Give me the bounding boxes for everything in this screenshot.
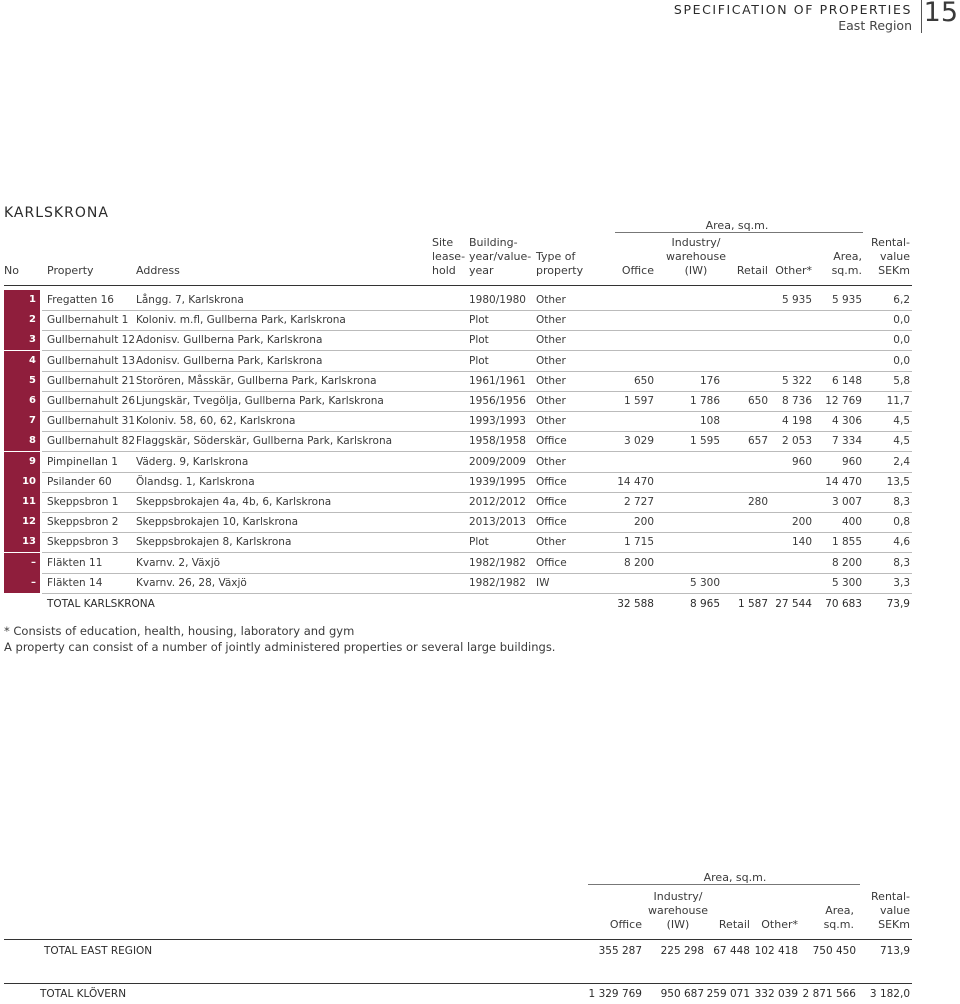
row-type: Office [536,476,567,488]
footnote-properties: A property can consist of a number of jointly administered properties or several large buildings. [4,640,556,654]
col-other: Other* [775,264,812,277]
row-address: Skeppsbrokajen 4a, 4b, 6, Karlskrona [136,496,332,508]
row-type: Office [536,496,567,508]
row-year: 1956/1956 [469,395,526,407]
col-type-line2: property [536,264,584,277]
row-rental: 8,3 [893,496,910,508]
row-type: Office [536,557,567,569]
row-rental: 5,8 [893,375,910,387]
col-site-line2: lease- [432,250,466,263]
row-other: 960 [791,456,812,468]
row-other: 2 053 [781,435,812,447]
row-year: 1939/1995 [469,476,526,488]
summary-col-rental [860,890,910,932]
total-klovern-rental: 3 182,0 [869,988,910,1000]
row-year: Plot [469,355,489,367]
total-east-row [0,941,912,961]
row-other: 5 935 [781,294,812,306]
row-rental: 6,2 [893,294,910,306]
summary-area-group-rule [588,884,860,885]
row-address: Ölandsg. 1, Karlskrona [136,476,255,488]
table-row [0,330,912,350]
row-area: 5 935 [831,294,862,306]
row-industry: 5 300 [689,577,720,589]
row-number-badge: 7 [4,411,40,431]
row-area: 14 470 [825,476,862,488]
row-rental: 2,4 [893,456,910,468]
row-rental: 0,0 [893,355,910,367]
row-year: Plot [469,536,489,548]
summary-col-industry-line3: (IW) [666,918,690,931]
row-property: Skeppsbron 2 [47,516,119,528]
row-office: 2 727 [623,496,654,508]
row-address: Flaggskär, Söderskär, Gullberna Park, Karlskrona [136,435,393,447]
area-group-label: Area, sq.m. [705,219,769,232]
col-building-year [469,236,531,278]
row-address: Adonisv. Gullberna Park, Karlskrona [136,355,323,367]
row-year: 2013/2013 [469,516,526,528]
row-address: Storören, Måsskär, Gullberna Park, Karlskrona [136,375,377,387]
total-klovern-retail: 259 071 [706,988,750,1000]
table-row [0,391,912,411]
row-other: 140 [791,536,812,548]
col-property: Property [47,264,94,277]
col-office: Office [621,264,654,277]
table-row [0,431,912,451]
row-type: Other [536,415,566,427]
row-year: 1961/1961 [469,375,526,387]
row-property: Fläkten 14 [47,577,103,589]
row-type: Office [536,435,567,447]
row-area: 400 [841,516,862,528]
row-retail: 657 [747,435,768,447]
row-number-badge: – [4,553,40,573]
col-area-line1: Area, [833,250,862,263]
row-area: 3 007 [831,496,862,508]
row-property: Skeppsbron 3 [47,536,119,548]
col-industry-line3: (IW) [684,264,708,277]
row-type: Other [536,536,566,548]
row-type: Other [536,456,566,468]
row-area: 7 334 [831,435,862,447]
row-rental: 4,5 [893,435,910,447]
row-year: 2009/2009 [469,456,526,468]
row-office: 650 [633,375,654,387]
summary-header-rule [4,939,912,940]
table-row [0,492,912,512]
row-property: Pimpinellan 1 [47,456,118,468]
row-property: Gullbernahult 31 [47,415,136,427]
row-area: 12 769 [825,395,862,407]
summary-col-industry-line2: warehouse [648,904,708,917]
row-number-badge: 5 [4,371,40,391]
row-industry: 108 [699,415,720,427]
table-row [0,512,912,532]
row-office: 200 [633,516,654,528]
total-karlskrona-retail: 1 587 [737,598,768,610]
total-klovern-office: 1 329 769 [588,988,642,1000]
summary-col-rental-line3: SEKm [878,918,910,931]
row-area: 4 306 [831,415,862,427]
row-type: Other [536,294,566,306]
row-address: Koloniv. 58, 60, 62, Karlskrona [136,415,296,427]
row-area: 5 300 [831,577,862,589]
table-row [0,472,912,492]
row-property: Fläkten 11 [47,557,103,569]
row-other: 8 736 [781,395,812,407]
total-east-industry: 225 298 [660,945,704,957]
row-year: 2012/2012 [469,496,526,508]
summary-area-group-label: Area, sq.m. [703,871,767,884]
section-title: KARLSKRONA [4,205,109,221]
row-property: Gullbernahult 82 [47,435,136,447]
col-address: Address [136,264,180,277]
row-area: 6 148 [831,375,862,387]
total-klovern-area: 2 871 566 [802,988,856,1000]
row-property: Gullbernahult 12 [47,334,136,346]
table-row [0,573,912,593]
row-property: Psilander 60 [47,476,112,488]
row-year: Plot [469,314,489,326]
row-address: Koloniv. m.fl, Gullberna Park, Karlskrona [136,314,346,326]
row-address: Kvarnv. 2, Växjö [136,557,221,569]
row-rental: 4,5 [893,415,910,427]
total-east-area: 750 450 [812,945,856,957]
col-rental-line2: value [879,250,910,263]
row-number-badge: 4 [4,351,40,371]
row-number-badge: 6 [4,391,40,411]
col-site-line3: hold [432,264,456,277]
row-number-badge: 12 [4,512,40,532]
table-row [0,553,912,573]
col-no: No [4,264,19,277]
row-type: IW [536,577,550,589]
row-address: Kvarnv. 26, 28, Växjö [136,577,247,589]
table-row [0,532,912,552]
row-number-badge: 1 [4,290,40,310]
header-divider [921,0,922,33]
row-property: Skeppsbron 1 [47,496,119,508]
total-east-rental: 713,9 [879,945,910,957]
header-text [674,2,912,33]
summary-col-area-line2: sq.m. [823,918,854,931]
header-subtitle: East Region [838,18,912,33]
row-type: Other [536,355,566,367]
row-number-badge: 9 [4,452,40,472]
table-row [0,351,912,371]
row-number-badge: 3 [4,330,40,350]
total-karlskrona-other: 27 544 [775,598,812,610]
total-east-label: TOTAL EAST REGION [44,945,153,957]
col-year-line2: year/value- [469,250,532,263]
row-rental: 4,6 [893,536,910,548]
summary-col-industry [646,890,710,932]
total-karlskrona-label: TOTAL KARLSKRONA [47,598,155,610]
row-type: Office [536,516,567,528]
row-type: Other [536,334,566,346]
total-karlskrona-row [0,594,912,614]
row-number-badge: 10 [4,472,40,492]
summary-col-retail: Retail [718,918,750,931]
total-karlskrona-industry: 8 965 [689,598,720,610]
col-year-line3: year [469,264,494,277]
header-rule [4,285,912,286]
row-industry: 176 [699,375,720,387]
row-rental: 8,3 [893,557,910,569]
summary-col-industry-line1: Industry/ [653,890,703,903]
col-industry-line2: warehouse [666,250,726,263]
row-rental: 3,3 [893,577,910,589]
row-rental: 0,8 [893,516,910,528]
col-industry [664,236,728,278]
row-type: Other [536,314,566,326]
row-property: Gullbernahult 13 [47,355,136,367]
row-year: 1982/1982 [469,557,526,569]
row-office: 1 597 [623,395,654,407]
row-address: Ljungskär, Tvegölja, Gullberna Park, Karlskrona [136,395,384,407]
total-east-office: 355 287 [598,945,642,957]
total-klovern-other: 332 039 [754,988,798,1000]
row-retail: 650 [747,395,768,407]
row-rental: 11,7 [886,395,910,407]
row-office: 8 200 [623,557,654,569]
total-klovern-industry: 950 687 [660,988,704,1000]
summary-col-area-line1: Area, [825,904,854,917]
row-type: Other [536,395,566,407]
row-number-badge: 8 [4,431,40,451]
total-klovern-row [0,984,912,1004]
col-rental-line1: Rental- [871,236,910,249]
row-retail: 280 [747,496,768,508]
col-area-line2: sq.m. [831,264,862,277]
row-area: 8 200 [831,557,862,569]
total-east-retail: 67 448 [713,945,750,957]
col-type [536,250,583,278]
row-year: 1993/1993 [469,415,526,427]
row-property: Gullbernahult 26 [47,395,136,407]
summary-col-rental-line1: Rental- [871,890,910,903]
col-retail: Retail [736,264,768,277]
row-year: 1982/1982 [469,577,526,589]
row-industry: 1 595 [689,435,720,447]
total-east-other: 102 418 [754,945,798,957]
table-row [0,411,912,431]
col-industry-line1: Industry/ [671,236,721,249]
header-title: SPECIFICATION OF PROPERTIES [673,2,912,17]
footnote-asterisk: * Consists of education, health, housing, laboratory and gym [4,624,355,638]
row-year: Plot [469,334,489,346]
row-industry: 1 786 [689,395,720,407]
total-karlskrona-area: 70 683 [825,598,862,610]
page-header [660,0,960,34]
col-site-line1: Site [432,236,454,249]
col-type-line1: Type of [536,250,576,263]
col-area [820,250,862,278]
row-number-badge: 13 [4,532,40,552]
row-year: 1958/1958 [469,435,526,447]
row-office: 1 715 [623,536,654,548]
row-address: Skeppsbrokajen 10, Karlskrona [136,516,299,528]
row-other: 200 [791,516,812,528]
row-rental: 0,0 [893,334,910,346]
row-property: Gullbernahult 21 [47,375,136,387]
area-group-rule [615,232,863,233]
row-other: 5 322 [781,375,812,387]
summary-col-other: Other* [761,918,798,931]
row-rental: 13,5 [886,476,910,488]
row-type: Other [536,375,566,387]
summary-col-area [812,904,854,932]
row-property: Fregatten 16 [47,294,114,306]
row-other: 4 198 [781,415,812,427]
summary-col-office: Office [609,918,642,931]
row-property: Gullbernahult 1 [47,314,129,326]
row-address: Skeppsbrokajen 8, Karlskrona [136,536,292,548]
col-rental-line3: SEKm [878,264,910,277]
table-row [0,452,912,472]
page-number: 15 [923,0,958,28]
row-area: 960 [841,456,862,468]
row-address: Adonisv. Gullberna Park, Karlskrona [136,334,323,346]
row-number-badge: – [4,573,40,593]
row-number-badge: 11 [4,492,40,512]
row-address: Långg. 7, Karlskrona [136,294,244,306]
table-row [0,290,912,310]
total-karlskrona-office: 32 588 [617,598,654,610]
row-number-badge: 2 [4,310,40,330]
row-address: Väderg. 9, Karlskrona [136,456,249,468]
table-row [0,310,912,330]
col-site-leasehold [432,236,465,278]
row-year: 1980/1980 [469,294,526,306]
row-office: 3 029 [623,435,654,447]
row-area: 1 855 [831,536,862,548]
col-year-line1: Building- [469,236,518,249]
total-karlskrona-rental: 73,9 [886,598,910,610]
total-klovern-label: TOTAL KLÖVERN [40,988,127,1000]
summary-col-rental-line2: value [879,904,910,917]
row-rental: 0,0 [893,314,910,326]
row-office: 14 470 [617,476,654,488]
col-rental [860,236,910,278]
table-row [0,371,912,391]
